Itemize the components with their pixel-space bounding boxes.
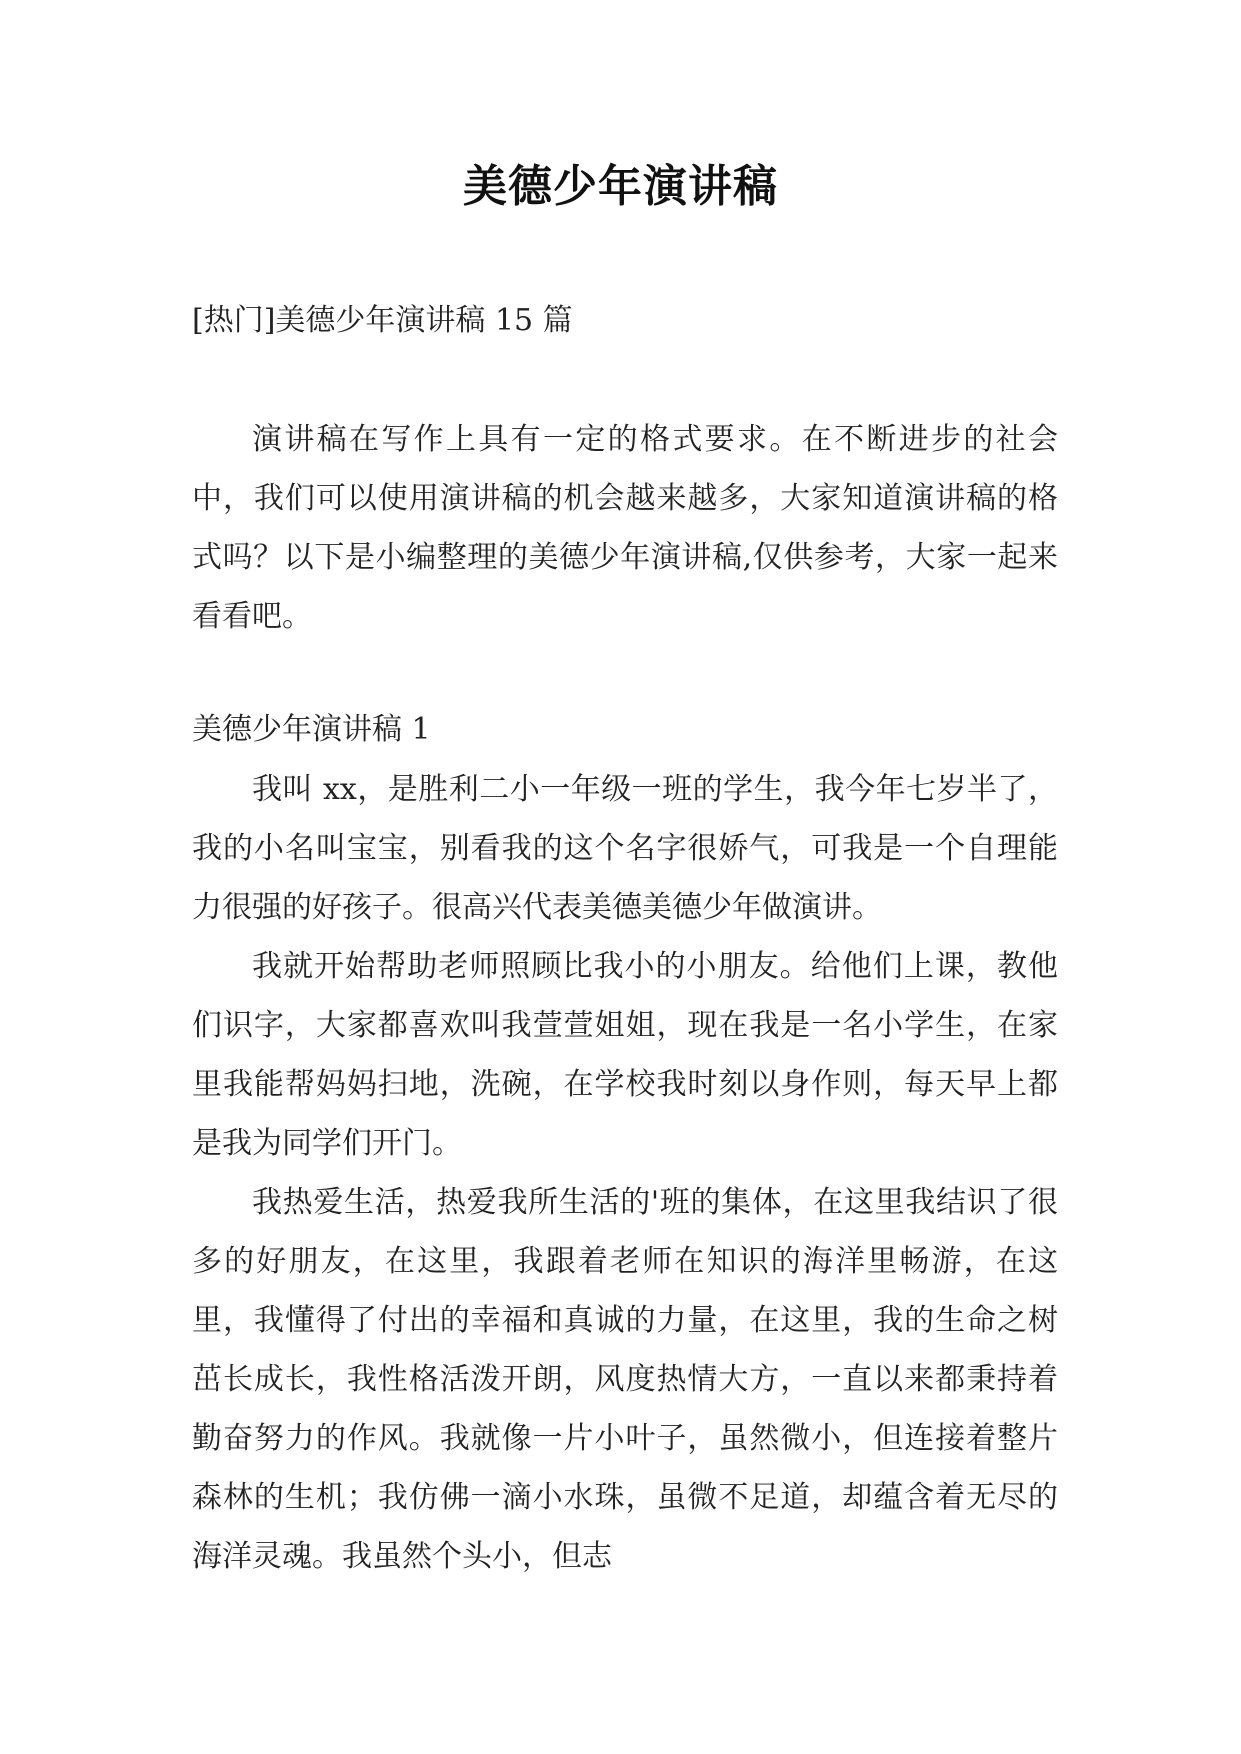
intro-section — [192, 410, 1058, 646]
body-paragraph: 我就开始帮助老师照顾比我小的小朋友。给他们上课，教他们识字，大家都喜欢叫我萱萱姐姐，现在我是一名小学生，在家里我能帮妈妈扫地，洗碗，在学校我时刻以身作则，每天早上都是我为同学们开门。 — [192, 949, 1058, 1161]
section-body — [192, 760, 1058, 1586]
body-paragraph: 我热爱生活，热爱我所生活的'班的集体，在这里我结识了很多的好朋友，在这里，我跟着老师在知识的海洋里畅游，在这里，我懂得了付出的幸福和真诚的力量，在这里，我的生命之树茁长成长，我性格活泼开朗，风度热情大方，一直以来都秉持着勤奋努力的作风。我就像一片小叶子，虽然微小，但连接着整片森林的生机；我仿佛一滴小水珠，虽微不足道，却蕴含着无尽的海洋灵魂。我虽然个头小，但志 — [192, 1185, 1058, 1574]
body-paragraph: 我叫 xx，是胜利二小一年级一班的学生，我今年七岁半了，我的小名叫宝宝，别看我的这个名字很娇气，可我是一个自理能力很强的好孩子。很高兴代表美德美德少年做演讲。 — [192, 772, 1058, 925]
document-title: 美德少年演讲稿 — [463, 161, 778, 212]
section-heading: 美德少年演讲稿 1 — [192, 712, 431, 747]
document-subtitle: [热门]美德少年演讲稿 15 篇 — [192, 303, 573, 338]
intro-paragraph: 演讲稿在写作上具有一定的格式要求。在不断进步的社会中，我们可以使用演讲稿的机会越来越多，大家知道演讲稿的格式吗？以下是小编整理的美德少年演讲稿,仅供参考，大家一起来看看吧。 — [192, 422, 1058, 634]
